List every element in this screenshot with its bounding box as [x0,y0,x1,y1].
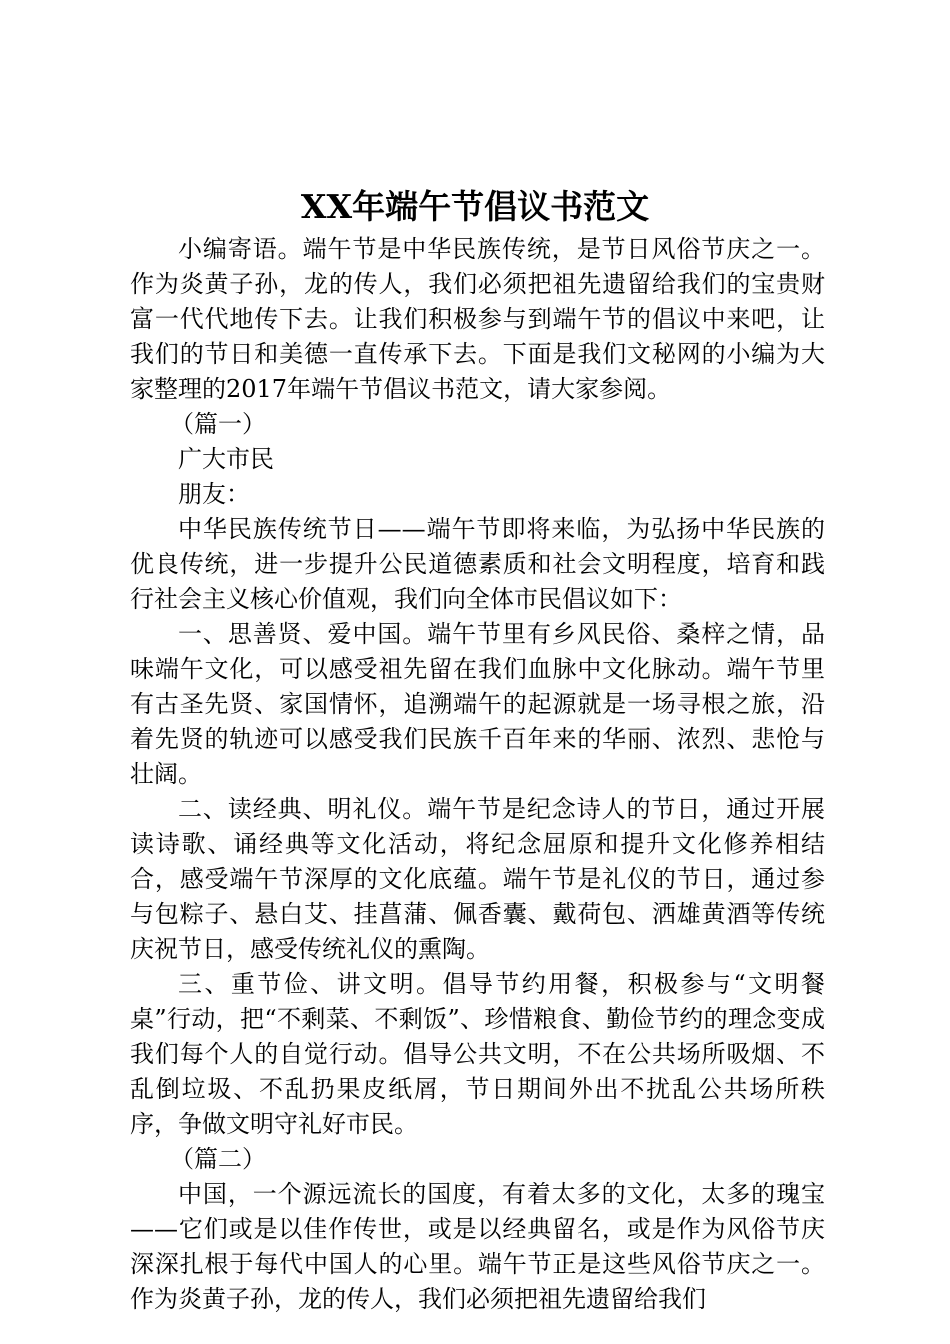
document-body [130,232,825,1317]
salutation-line-2: 朋友： [178,480,250,508]
body-paragraph: 中国，一个源远流长的国度，有着太多的文化，太多的瑰宝——它们或是以佳作传世，或是以经典留名，或是作为风俗节庆深深扎根于每代中国人的心里。端午节正是这些风俗节庆之一。作为炎黄子孙，龙的传人，我们必须把祖先遗留给我们 [130,1180,825,1313]
section-heading-2: （篇二） [170,1145,266,1173]
document-title: XX年端午节倡议书范文 [300,187,650,226]
body-paragraph: 中华民族传统节日——端午节即将来临，为弘扬中华民族的优良传统，进一步提升公民道德素质和社会文明程度，培育和践行社会主义核心价值观，我们向全体市民倡议如下： [130,515,825,613]
section-heading-1: （篇一） [170,410,266,438]
body-paragraph: 一、思善贤、爱中国。端午节里有乡风民俗、桑梓之情，品味端午文化，可以感受祖先留在我们血脉中文化脉动。端午节里有古圣先贤、家国情怀，追溯端午的起源就是一场寻根之旅，沿着先贤的轨迹可以感受我们民族千百年来的华丽、浓烈、悲怆与壮阔。 [130,620,825,788]
body-paragraph: 三、重节俭、讲文明。倡导节约用餐，积极参与“文明餐桌”行动，把“不剩菜、不剩饭”、珍惜粮食、勤俭节约的理念变成我们每个人的自觉行动。倡导公共文明，不在公共场所吸烟、不乱倒垃圾、不乱扔果皮纸屑，节日期间外出不扰乱公共场所秩序，争做文明守礼好市民。 [130,970,825,1138]
salutation-line-1: 广大市民 [178,445,274,473]
intro-paragraph: 小编寄语。端午节是中华民族传统，是节日风俗节庆之一。作为炎黄子孙，龙的传人，我们必须把祖先遗留给我们的宝贵财富一代代地传下去。让我们积极参与到端午节的倡议中来吧，让我们的节日和美德一直传承下去。下面是我们文秘网的小编为大家整理的2017年端午节倡议书范文，请大家参阅。 [130,235,825,403]
body-paragraph: 二、读经典、明礼仪。端午节是纪念诗人的节日，通过开展读诗歌、诵经典等文化活动，将纪念屈原和提升文化修养相结合，感受端午节深厚的文化底蕴。端午节是礼仪的节日，通过参与包粽子、悬白艾、挂菖蒲、佩香囊、戴荷包、洒雄黄酒等传统庆祝节日，感受传统礼仪的熏陶。 [130,795,825,963]
